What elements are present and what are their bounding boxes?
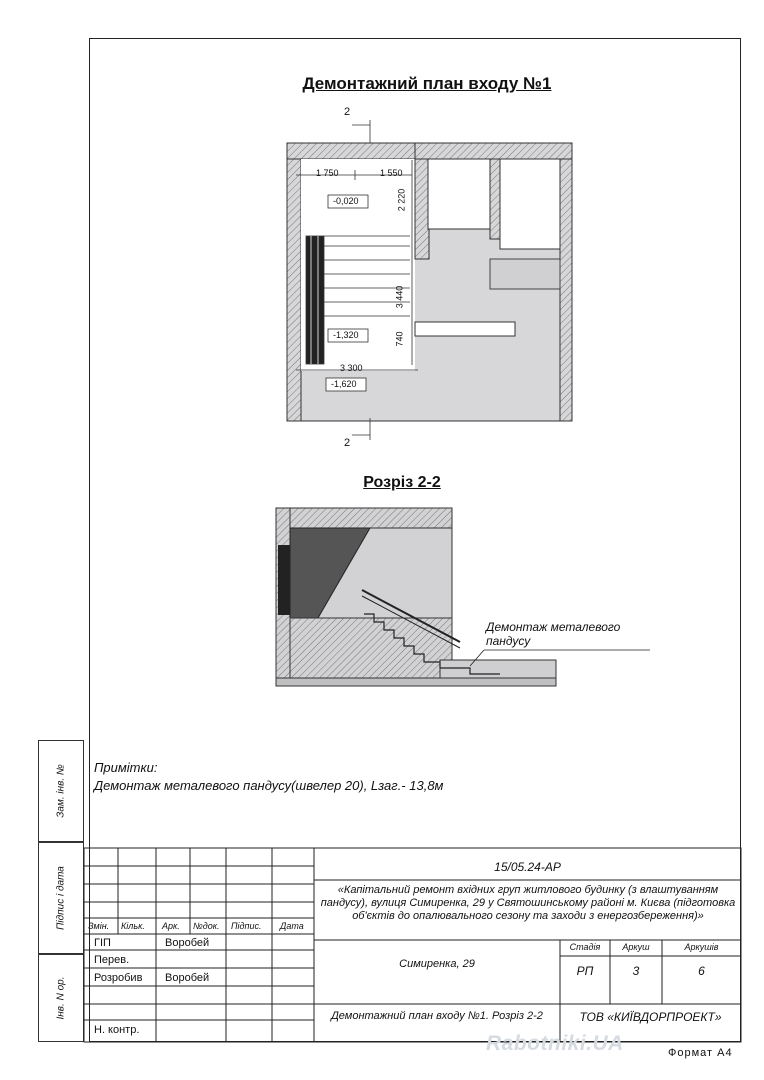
col-header: Дата: [280, 921, 304, 931]
side-stamp: Зам. інв. №: [38, 740, 84, 842]
side-stamp: Інв. N ор.: [38, 954, 84, 1042]
col-header: №док.: [193, 921, 220, 931]
plan-title: Демонтажний план входу №1: [302, 74, 552, 93]
dim-3440: 3 440: [394, 285, 405, 309]
side-stamp: Підпис і дата: [38, 842, 84, 954]
col-header: Підпис.: [231, 921, 262, 931]
dim-740: 740: [394, 331, 405, 347]
col-header: Кільк.: [121, 921, 145, 931]
object-name: Симиренка, 29: [399, 958, 475, 970]
role-label: Н. контр.: [94, 1024, 140, 1036]
section-callout: Демонтаж металевого пандусу: [486, 620, 621, 648]
dim-3300: 3 300: [340, 363, 363, 373]
col-header: Змін.: [88, 921, 110, 931]
dim-2220: 2 220: [396, 188, 407, 212]
project-name: «Капітальний ремонт вхідних груп житлового будинку (з влаштуванням пандусу), вулиця Симиренка, 29 у Святошинському районі м. Києва (підготовка об'єктів до опалювального сезону та заходи з енергозбереження)»: [320, 884, 736, 922]
level-mark: -1,320: [333, 330, 359, 340]
sheets-value: 6: [698, 964, 705, 978]
col-header: Арк.: [162, 921, 180, 931]
role-label: Розробив: [94, 972, 143, 984]
sheets-header: Аркушів: [684, 942, 719, 952]
notes-text: Демонтаж металевого пандусу(швелер 20), Lзаг.- 13,8м: [94, 778, 444, 793]
stage-header: Стадія: [569, 942, 601, 952]
sheet-value: 3: [632, 964, 640, 978]
level-mark: -0,020: [333, 196, 359, 206]
level-mark: -1,620: [331, 379, 357, 389]
cut-label-top: 2: [344, 106, 351, 118]
dim-1750: 1 750: [316, 168, 339, 178]
role-label: ГІП: [94, 937, 111, 949]
sheet-title: Демонтажний план входу №1. Розріз 2-2: [331, 1010, 543, 1022]
notes-label: Примітки:: [94, 760, 158, 775]
role-name: Воробей: [165, 937, 210, 949]
doc-code: 15/05.24-АР: [494, 860, 561, 874]
sheet-header: Аркуш: [622, 942, 650, 952]
watermark: Rabotniki.UA: [486, 1032, 624, 1055]
role-label: Перев.: [94, 954, 130, 966]
cut-label-bottom: 2: [344, 437, 351, 449]
stage-value: РП: [576, 964, 594, 978]
company-name: ТОВ «КИЇВДОРПРОЕКТ»: [579, 1010, 722, 1024]
section-title: Розріз 2-2: [363, 474, 441, 491]
dim-1550: 1 550: [380, 168, 403, 178]
role-name: Воробей: [165, 972, 210, 984]
paper-format: Формат А4: [668, 1047, 733, 1059]
